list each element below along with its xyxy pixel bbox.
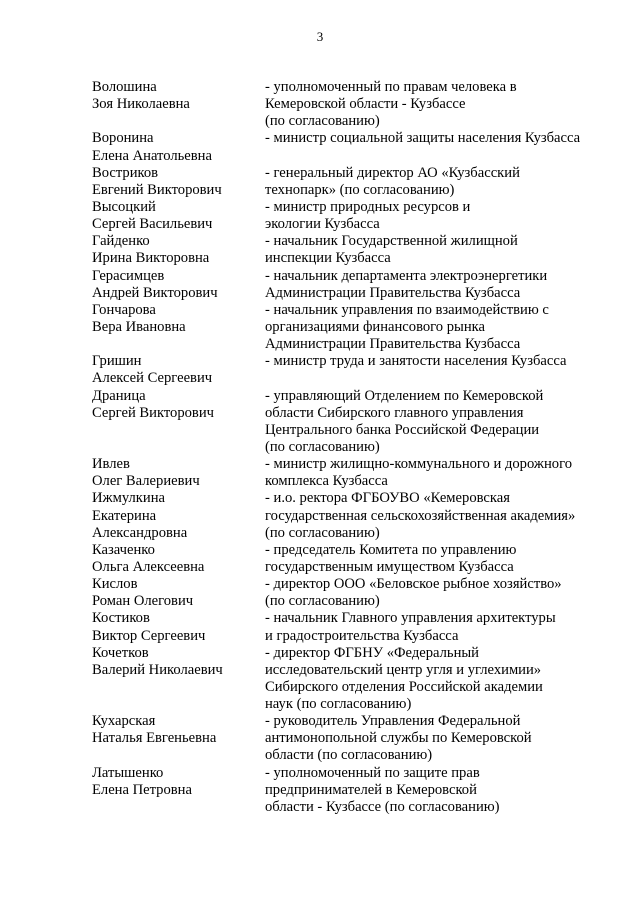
member-name xyxy=(92,130,265,164)
member-row xyxy=(92,165,612,199)
member-name xyxy=(92,165,265,199)
member-row xyxy=(92,233,612,267)
member-position-line: экологии Кузбасса xyxy=(265,216,380,233)
member-position xyxy=(265,610,612,644)
member-name-line xyxy=(92,336,265,353)
member-position-line: Центрального банка Российской Федерации xyxy=(265,421,540,438)
member-name xyxy=(92,490,265,541)
member-position-line: - и.о. ректора ФГБОУВО «Кемеровская xyxy=(265,490,510,507)
member-name-line: Евгений Викторович xyxy=(92,181,222,198)
member-position-line: исследовательский центр угля и углехимии» xyxy=(265,661,542,678)
member-name-line: Кухарская xyxy=(92,713,156,730)
member-name xyxy=(92,302,265,353)
member-row xyxy=(92,79,612,130)
member-position-line: - генеральный директор АО «Кузбасский xyxy=(265,164,520,181)
member-name-line: Вера Ивановна xyxy=(92,318,186,335)
member-name-line xyxy=(92,679,265,696)
page-number: 3 xyxy=(316,29,324,44)
member-name-line: Александровна xyxy=(92,524,188,541)
member-name-line: Сергей Васильевич xyxy=(92,216,213,233)
member-name-line: Кочетков xyxy=(92,644,149,661)
member-position-line: - министр природных ресурсов и xyxy=(265,198,471,215)
member-name-line: Елена Анатольевна xyxy=(92,147,212,164)
member-name xyxy=(92,765,265,816)
member-position-line: государственная сельскохозяйственная академия» xyxy=(265,507,576,524)
member-position xyxy=(265,165,612,199)
member-position xyxy=(265,130,612,164)
member-name xyxy=(92,233,265,267)
member-name-line: Екатерина xyxy=(92,507,157,524)
member-name-line: Алексей Сергеевич xyxy=(92,370,213,387)
member-row xyxy=(92,388,612,457)
member-position xyxy=(265,302,612,353)
member-position-line: - министр социальной защиты населения Кузбасса xyxy=(265,130,581,147)
member-position-line: комплекса Кузбасса xyxy=(265,473,388,490)
member-position-line: - министр жилищно-коммунального и дорожного xyxy=(265,456,573,473)
members-list xyxy=(92,79,612,816)
member-position-line: предпринимателей в Кемеровской xyxy=(265,781,477,798)
member-position-line: (по согласованию) xyxy=(265,113,380,130)
member-row xyxy=(92,713,612,764)
member-row xyxy=(92,268,612,302)
member-position xyxy=(265,542,612,576)
member-position-line xyxy=(265,148,612,165)
member-position xyxy=(265,388,612,457)
member-name xyxy=(92,456,265,490)
member-position-line: - председатель Комитета по управлению xyxy=(265,541,517,558)
member-row xyxy=(92,610,612,644)
member-name-line xyxy=(92,422,265,439)
member-position-line: - начальник управления по взаимодействию с xyxy=(265,301,549,318)
member-name-line xyxy=(92,113,265,130)
member-position xyxy=(265,353,612,387)
member-name-line: Валерий Николаевич xyxy=(92,661,223,678)
member-position-line: (по согласованию) xyxy=(265,438,380,455)
member-name-line: Андрей Викторович xyxy=(92,284,218,301)
member-name-line xyxy=(92,747,265,764)
member-name xyxy=(92,645,265,714)
member-name-line: Елена Петровна xyxy=(92,781,192,798)
member-name-line: Высоцкий xyxy=(92,198,156,215)
member-position-line: Сибирского отделения Российской академии xyxy=(265,678,543,695)
member-position-line: - руководитель Управления Федеральной xyxy=(265,713,521,730)
member-position xyxy=(265,199,612,233)
member-row xyxy=(92,130,612,164)
member-name-line: Ижмулкина xyxy=(92,490,165,507)
member-position xyxy=(265,713,612,764)
member-position-line: Администрации Правительства Кузбасса xyxy=(265,284,521,301)
member-position-line: области Сибирского главного управления xyxy=(265,404,524,421)
member-position xyxy=(265,268,612,302)
member-position-line: технопарк» (по согласованию) xyxy=(265,181,455,198)
member-position-line: организациями финансового рынка xyxy=(265,318,485,335)
member-name-line: Гончарова xyxy=(92,301,156,318)
member-position-line: - начальник Государственной жилищной xyxy=(265,233,518,250)
member-name-line: Наталья Евгеньевна xyxy=(92,730,217,747)
member-position xyxy=(265,456,612,490)
member-position-line: инспекции Кузбасса xyxy=(265,250,391,267)
member-position xyxy=(265,765,612,816)
member-position-line: государственным имуществом Кузбасса xyxy=(265,558,514,575)
member-name xyxy=(92,542,265,576)
member-position-line: - министр труда и занятости населения Кузбасса xyxy=(265,353,567,370)
member-position-line: области - Кузбассе (по согласованию) xyxy=(265,798,500,815)
member-position-line: и градостроительства Кузбасса xyxy=(265,627,459,644)
member-name-line: Гайденко xyxy=(92,233,150,250)
member-position-line: - директор ООО «Беловское рыбное хозяйство» xyxy=(265,576,562,593)
member-name xyxy=(92,199,265,233)
member-name-line: Драница xyxy=(92,387,146,404)
member-position-line: - начальник Главного управления архитектуры xyxy=(265,610,556,627)
member-name xyxy=(92,79,265,130)
member-name-line: Латышенко xyxy=(92,764,164,781)
member-position-line: антимонопольной службы по Кемеровской xyxy=(265,730,532,747)
member-name xyxy=(92,610,265,644)
member-position-line xyxy=(265,370,612,387)
member-position-line: области (по согласованию) xyxy=(265,747,433,764)
member-name-line: Герасимцев xyxy=(92,267,165,284)
member-name-line: Казаченко xyxy=(92,541,155,558)
member-name-line: Ольга Алексеевна xyxy=(92,558,205,575)
member-row xyxy=(92,490,612,541)
member-position-line: - уполномоченный по защите прав xyxy=(265,764,480,781)
member-row xyxy=(92,645,612,714)
member-position-line: - начальник департамента электроэнергетики xyxy=(265,267,548,284)
member-name xyxy=(92,713,265,764)
member-position-line: Кемеровской области - Кузбассе xyxy=(265,96,466,113)
member-name xyxy=(92,268,265,302)
member-position xyxy=(265,490,612,541)
member-name xyxy=(92,353,265,387)
member-position-line: - управляющий Отделением по Кемеровской xyxy=(265,387,544,404)
member-name-line: Гришин xyxy=(92,353,142,370)
member-row xyxy=(92,456,612,490)
member-position xyxy=(265,79,612,130)
member-position-line: наук (по согласованию) xyxy=(265,696,412,713)
member-position-line: - уполномоченный по правам человека в xyxy=(265,79,517,95)
member-name-line: Костиков xyxy=(92,610,150,627)
member-position-line: Администрации Правительства Кузбасса xyxy=(265,336,521,353)
member-name xyxy=(92,388,265,457)
member-name-line: Ирина Викторовна xyxy=(92,250,210,267)
member-row xyxy=(92,353,612,387)
member-name-line xyxy=(92,696,265,713)
member-row xyxy=(92,576,612,610)
member-row xyxy=(92,765,612,816)
member-name-line: Кислов xyxy=(92,576,138,593)
member-row xyxy=(92,542,612,576)
member-name-line: Воронина xyxy=(92,130,154,147)
member-position xyxy=(265,576,612,610)
member-name-line: Востриков xyxy=(92,164,159,181)
member-name-line: Роман Олегович xyxy=(92,593,194,610)
member-name-line: Сергей Викторович xyxy=(92,404,214,421)
member-name-line xyxy=(92,799,265,816)
member-name-line: Зоя Николаевна xyxy=(92,96,190,113)
member-name-line: Ивлев xyxy=(92,456,130,473)
member-position xyxy=(265,233,612,267)
member-position xyxy=(265,645,612,714)
member-name-line: Олег Валериевич xyxy=(92,473,200,490)
member-row xyxy=(92,199,612,233)
member-position-line: - директор ФГБНУ «Федеральный xyxy=(265,644,479,661)
member-name-line: Волошина xyxy=(92,79,157,95)
member-name-line: Виктор Сергеевич xyxy=(92,627,206,644)
member-position-line: (по согласованию) xyxy=(265,524,380,541)
member-row xyxy=(92,302,612,353)
member-name xyxy=(92,576,265,610)
member-name-line xyxy=(92,439,265,456)
member-position-line: (по согласованию) xyxy=(265,593,380,610)
